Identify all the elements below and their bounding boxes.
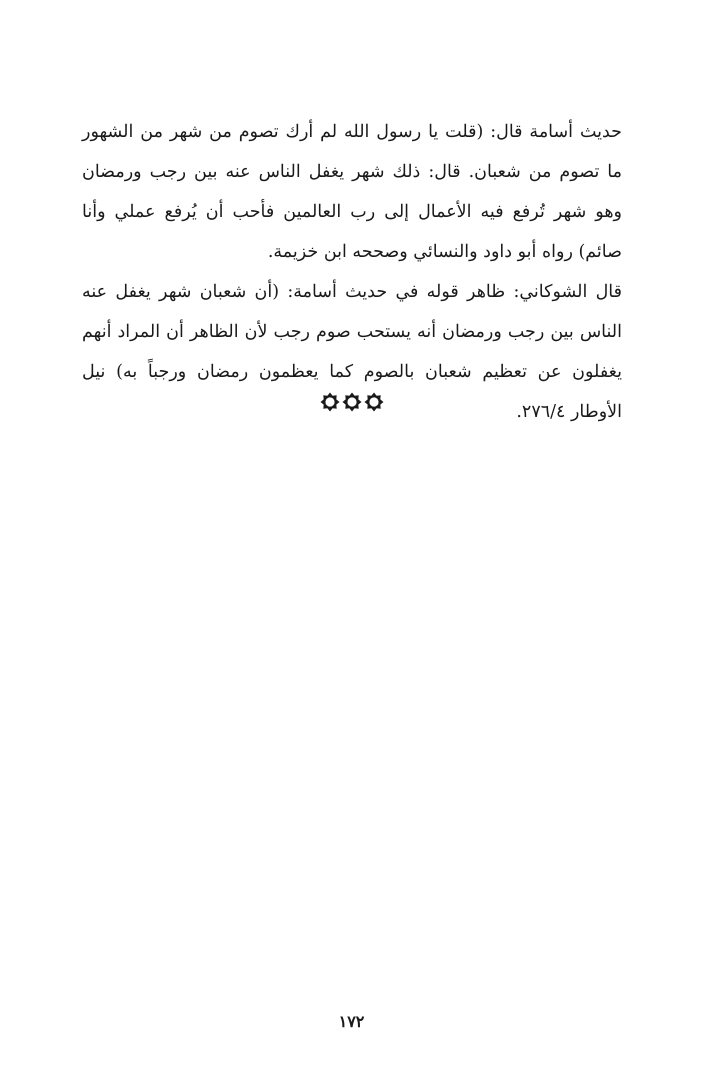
eight-point-star-icon: [364, 392, 384, 412]
section-ornament: [0, 392, 703, 412]
page-number: ١٧٢: [338, 1012, 365, 1031]
eight-point-star-icon: [320, 392, 340, 412]
paragraph-shawkani: قال الشوكاني: ظاهر قوله في حديث أسامة: (أن شعبان شهر يغفل عنه الناس بين رجب ورمضان أنه يستحب صوم رجب لأن الظاهر أن المراد أنهم يغفلون عن تعظيم شعبان بالصوم كما يعظمون رمضان ورجباً به) نيل الأوطار ٢٧٦/٤.: [82, 282, 622, 422]
eight-point-star-icon: [342, 392, 362, 412]
paragraph-hadith: حديث أسامة قال: (قلت يا رسول الله لم أرك تصوم من شهر من الشهور ما تصوم من شعبان. قال: ذلك شهر يغفل الناس عنه بين رجب ورمضان وهو شهر تُرفع فيه الأعمال إلى رب العالمين فأحب أن يُرفع عملي وأنا صائم) رواه أبو داود والنسائي وصححه ابن خزيمة.: [82, 122, 622, 262]
main-text-block: [82, 112, 622, 432]
